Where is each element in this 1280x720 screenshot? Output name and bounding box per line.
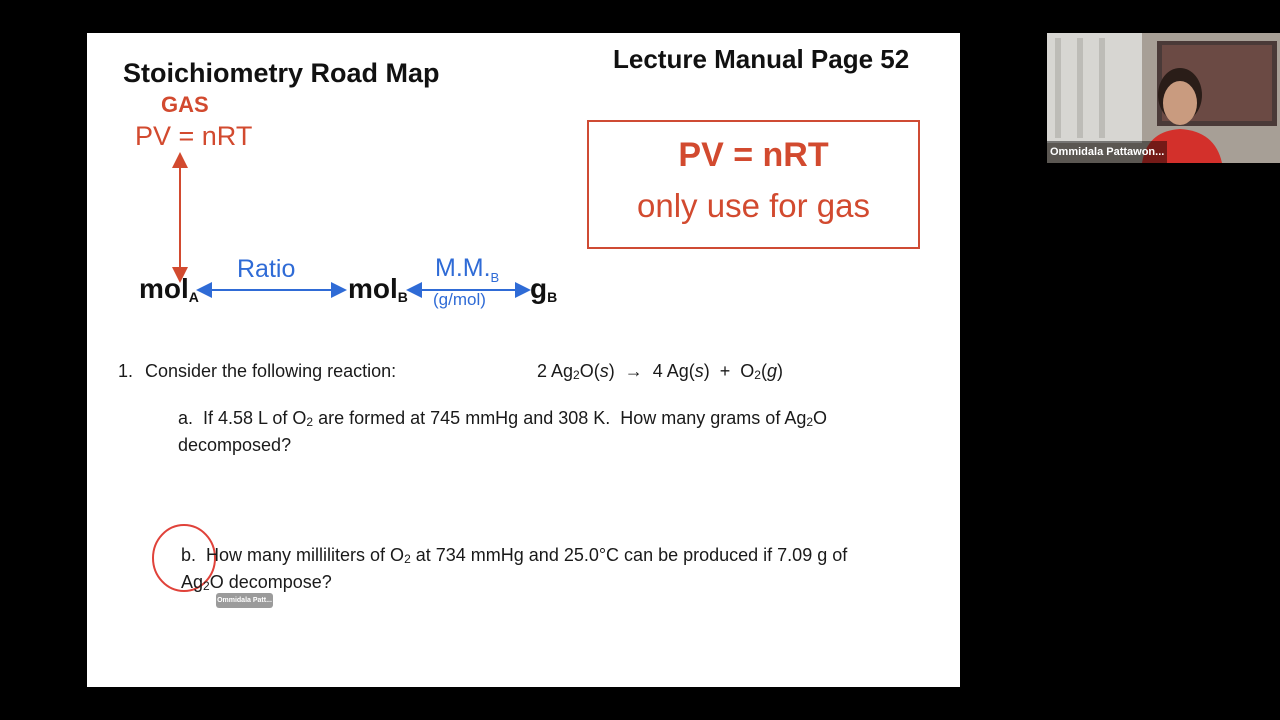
note-equation: PV = nRT xyxy=(678,136,829,174)
part-a-line-2: decomposed? xyxy=(178,435,292,455)
mol-b: mol$_B$ xyxy=(348,273,408,305)
mol-a: mol$_A$ xyxy=(139,273,199,305)
question-prompt: Consider the following reaction: xyxy=(145,361,397,381)
part-a-line-1: a. If 4.58 L of $O_2$ are formed at 745 mmHg and 308 K. How many grams of $Ag_2O$ xyxy=(178,408,828,429)
part-a-question xyxy=(178,407,827,457)
annotator-name-tag: Ommidala Patt... xyxy=(216,593,273,608)
part-b-line-2: $Ag_2O$ decompose? xyxy=(181,572,332,593)
gas-label: GAS xyxy=(161,92,209,117)
gas-equation: PV = nRT xyxy=(135,121,253,151)
note-text: only use for gas xyxy=(637,187,870,224)
molar-mass-label: $M.M._B$ xyxy=(435,254,500,285)
page-reference: Lecture Manual Page 52 xyxy=(613,44,910,74)
participant-video-tile[interactable] xyxy=(1047,33,1280,163)
part-b-line-1: b. How many milliliters of $O_2$ at 734 mmHg and 25.0°C can be produced if 7.09 g of xyxy=(181,545,848,566)
grams-b: $g_B$ xyxy=(530,273,558,305)
part-b-question xyxy=(181,544,847,598)
presentation-slide xyxy=(87,33,960,687)
ratio-label: Ratio xyxy=(237,255,296,283)
question-number: 1. xyxy=(118,361,134,381)
participant-name: Ommidala Pattawon... xyxy=(1047,141,1167,163)
reaction-equation: 2 $Ag_2O(s) \to 4$ $Ag(s) + O_2(g)$ xyxy=(537,361,783,382)
pv-note-box xyxy=(587,120,920,249)
molar-mass-units: (g/mol) xyxy=(433,290,486,309)
slide-title: Stoichiometry Road Map xyxy=(123,58,440,88)
